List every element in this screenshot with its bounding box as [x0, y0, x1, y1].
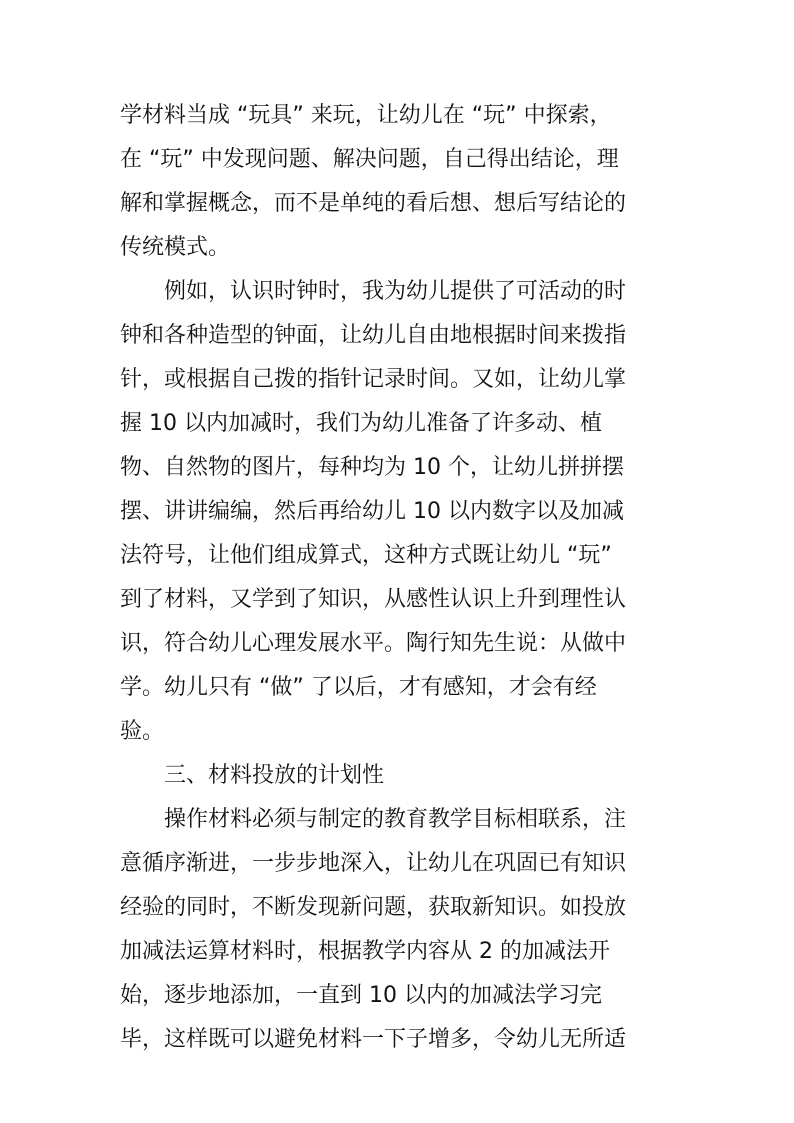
text-line: 意循序渐进，一步步地深入，让幼儿在巩固已有知识: [120, 851, 627, 876]
text-line: 传统模式。: [120, 235, 231, 260]
section-heading: 三、材料投放的计划性: [164, 763, 385, 788]
text-line: 学材料当成 “玩具” 来玩，让幼儿在 “玩” 中探索，: [120, 103, 612, 128]
text-line: 钟和各种造型的钟面，让幼儿自由地根据时间来拨指: [120, 323, 627, 348]
text-line: 学。幼儿只有 “做” 了以后，才有感知，才会有经: [120, 675, 597, 700]
text-line: 握 10 以内加减时，我们为幼儿准备了许多动、植: [120, 411, 602, 436]
text-line: 法符号，让他们组成算式，这种方式既让幼儿 “玩”: [120, 543, 612, 568]
text-line: 在 “玩” 中发现问题、解决问题，自己得出结论，理: [120, 147, 619, 172]
text-line: 到了材料，又学到了知识，从感性认识上升到理性认: [120, 587, 627, 612]
text-line: 解和掌握概念，而不是单纯的看后想、想后写结论的: [120, 191, 627, 216]
text-line: 摆、讲讲编编，然后再给幼儿 10 以内数字以及加减: [120, 499, 624, 524]
text-line: 物、自然物的图片，每种均为 10 个，让幼儿拼拼摆: [120, 455, 624, 480]
text-line: 验。: [120, 719, 165, 744]
text-line: 操作材料必须与制定的教育教学目标相联系，注: [164, 807, 627, 832]
text-line: 始，逐步地添加，一直到 10 以内的加减法学习完: [120, 983, 602, 1008]
text-line: 经验的同时，不断发现新问题，获取新知识。如投放: [120, 895, 627, 920]
text-line: 针，或根据自己拨的指针记录时间。又如，让幼儿掌: [120, 367, 627, 392]
text-line: 识，符合幼儿心理发展水平。陶行知先生说：从做中: [120, 631, 627, 656]
body-text: [120, 94, 680, 1062]
text-line: 毕，这样既可以避免材料一下子增多，令幼儿无所适: [120, 1027, 627, 1052]
text-line: 例如，认识时钟时，我为幼儿提供了可活动的时: [164, 279, 627, 304]
text-line: 加减法运算材料时，根据教学内容从 2 的加减法开: [120, 939, 610, 964]
